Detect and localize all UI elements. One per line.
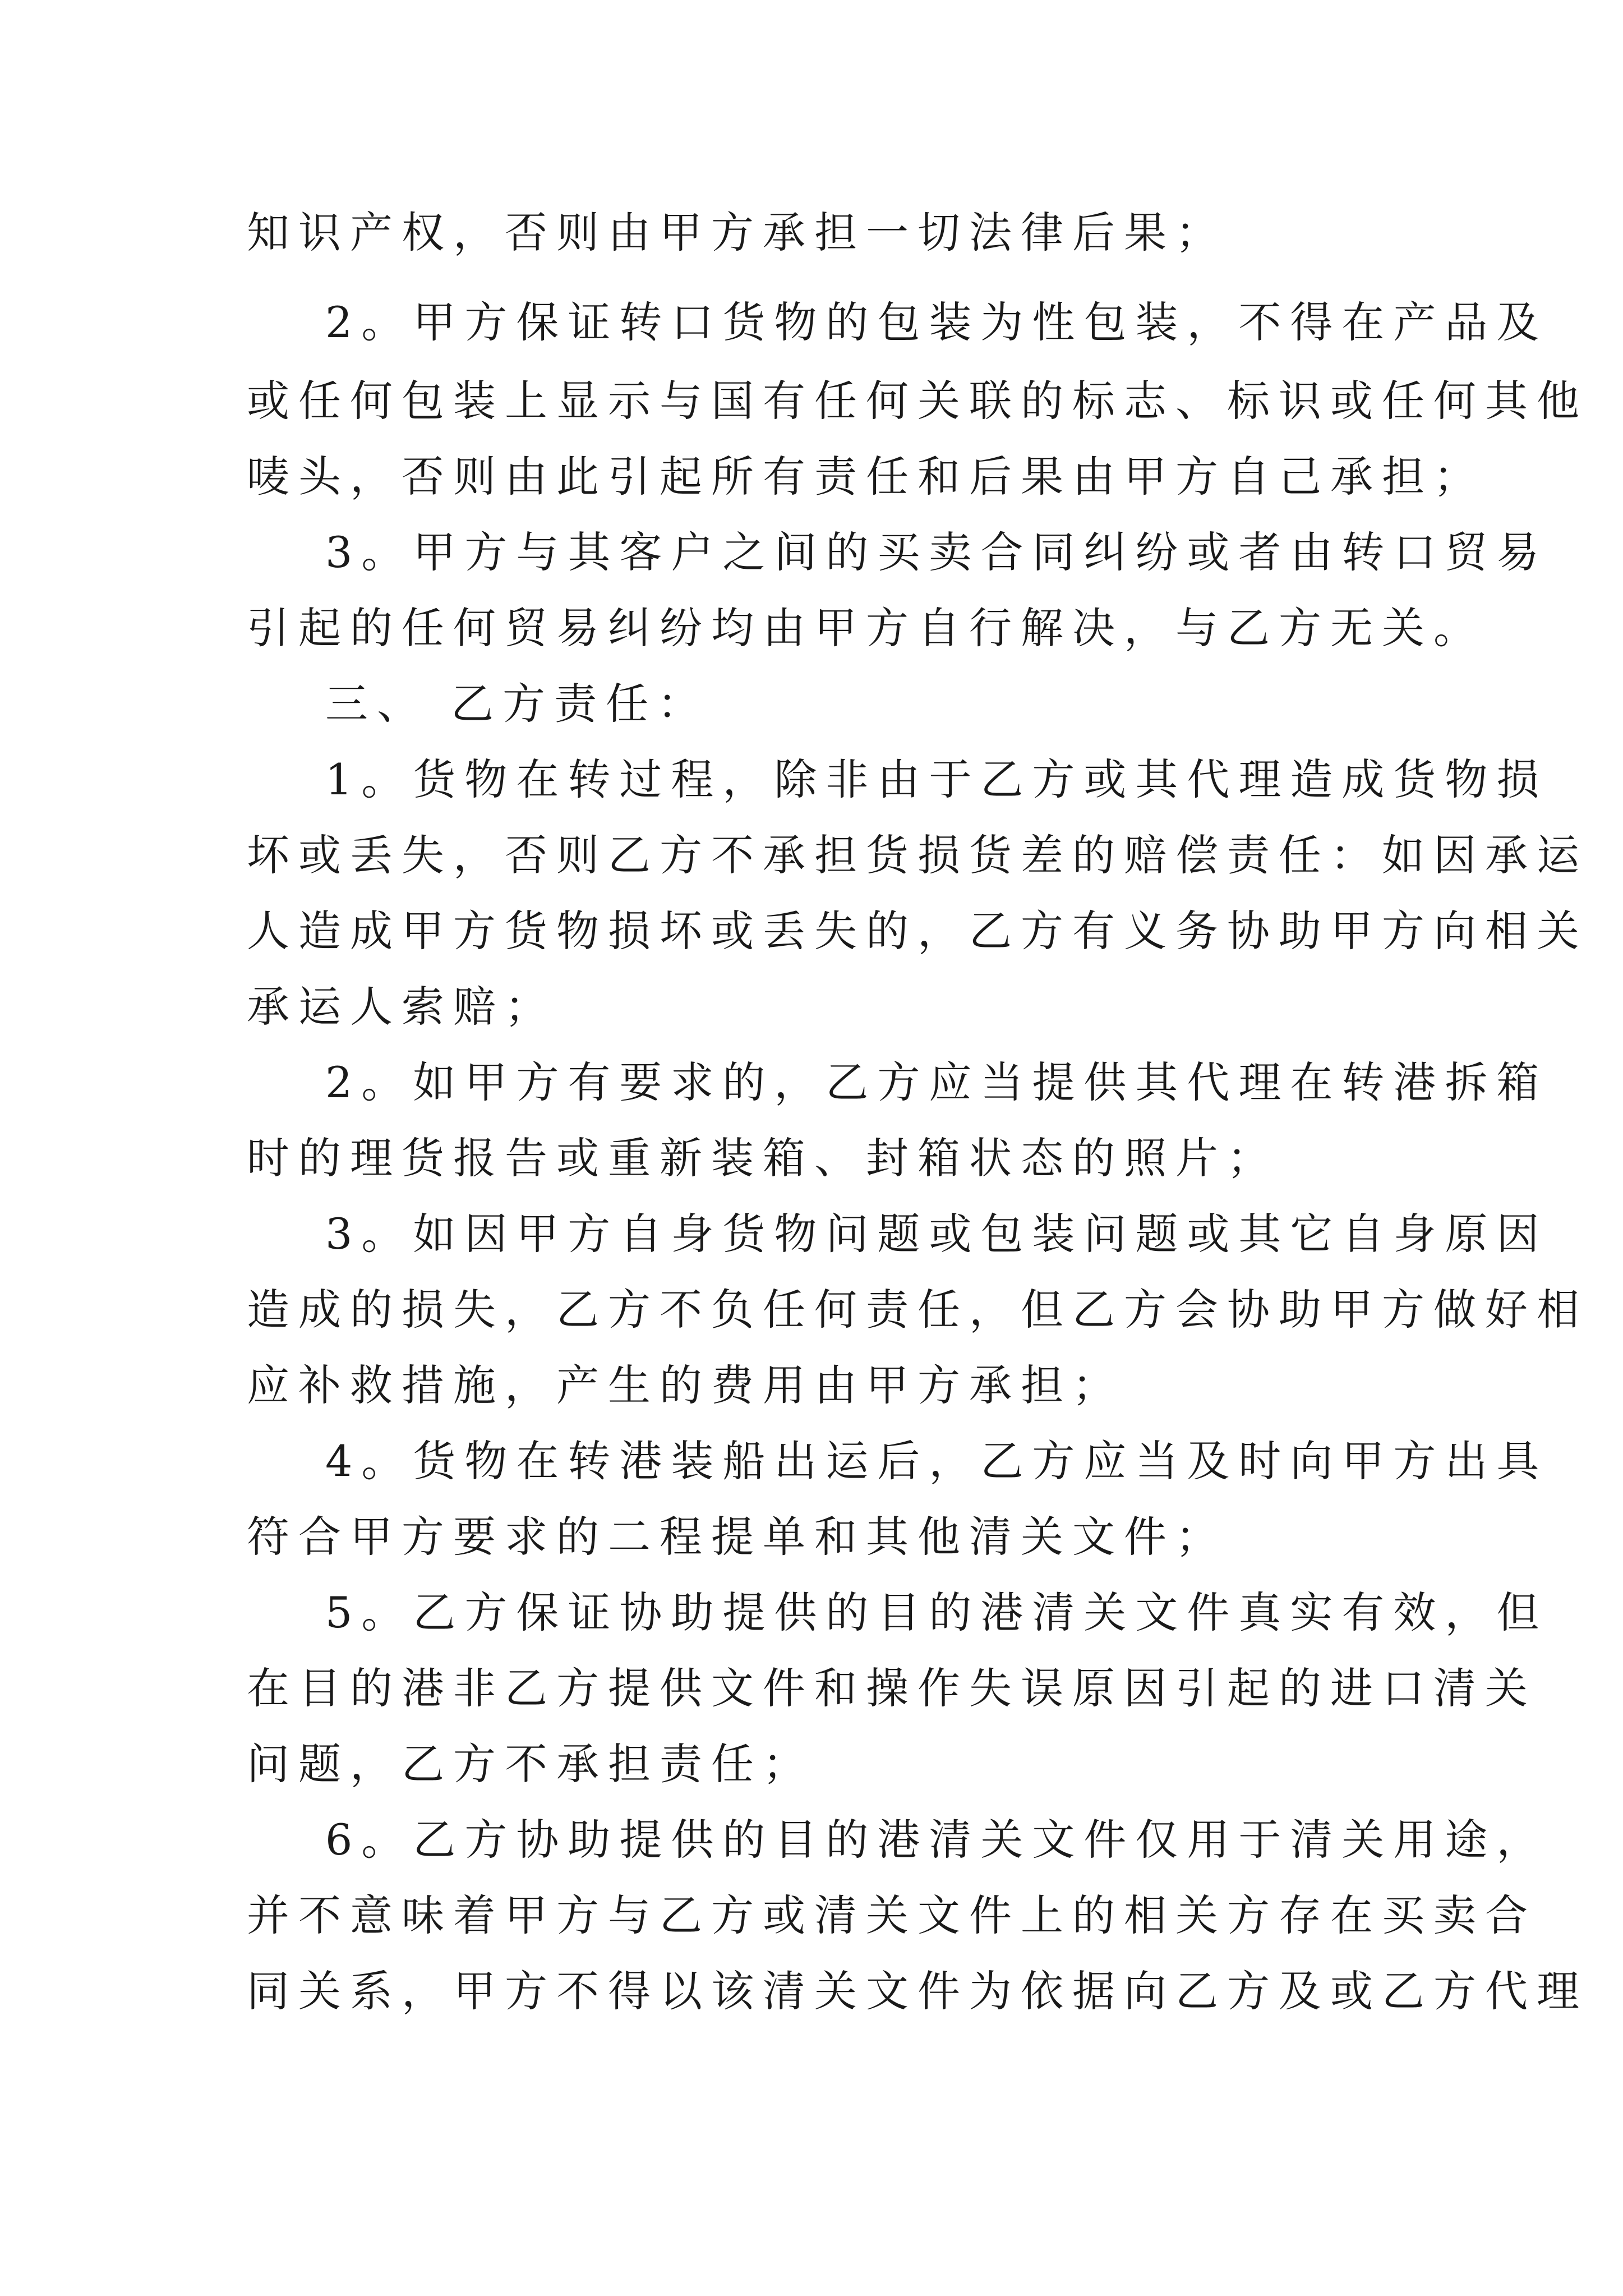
text-line-23: 并不意味着甲方与乙方或清关文件上的相关方存在买卖合: [247, 1890, 1537, 1940]
text-line-13: 时的理货报告或重新装箱、封箱状态的照片；: [247, 1133, 1279, 1183]
text-line-22: 6。乙方协助提供的目的港清关文件仅用于清关用途，: [325, 1815, 1548, 1865]
text-line-15: 造成的损失，乙方不负任何责任，但乙方会协助甲方做好相: [247, 1285, 1588, 1335]
text-line-8: 1。货物在转过程，除非由于乙方或其代理造成货物损: [325, 754, 1548, 804]
text-line-18: 符合甲方要求的二程提单和其他清关文件；: [247, 1512, 1227, 1562]
text-line-17: 4。货物在转港装船出运后，乙方应当及时向甲方出具: [325, 1436, 1548, 1486]
text-line-20: 在目的港非乙方提供文件和操作失误原因引起的进口清关: [247, 1663, 1537, 1713]
text-line-1: 知识产权，否则由甲方承担一切法律后果；: [247, 208, 1227, 257]
text-line-9: 坏或丢失，否则乙方不承担货损货差的赔偿责任：如因承运: [247, 830, 1588, 880]
text-line-4: 唛头，否则由此引起所有责任和后果由甲方自己承担；: [247, 452, 1485, 501]
text-line-10: 人造成甲方货物损坏或丢失的，乙方有义务协助甲方向相关: [247, 906, 1588, 956]
text-line-16: 应补救措施，产生的费用由甲方承担；: [247, 1360, 1124, 1410]
text-line-5: 3。甲方与其客户之间的买卖合同纠纷或者由转口贸易: [325, 527, 1548, 577]
text-line-11: 承运人索赔；: [247, 982, 556, 1032]
text-line-3: 或任何包装上显示与国有任何关联的标志、标识或任何其他: [247, 376, 1588, 426]
section-heading: 三、 乙方责任：: [325, 679, 709, 729]
text-line-12: 2。如甲方有要求的，乙方应当提供其代理在转港拆箱: [325, 1057, 1548, 1107]
text-line-21: 问题，乙方不承担责任；: [247, 1739, 814, 1789]
text-line-6: 引起的任何贸易纠纷均由甲方自行解决，与乙方无关。: [247, 603, 1485, 653]
text-line-24: 同关系，甲方不得以该清关文件为依据向乙方及或乙方代理: [247, 1966, 1588, 2016]
text-line-14: 3。如因甲方自身货物问题或包装问题或其它自身原因: [325, 1209, 1548, 1259]
text-line-19: 5。乙方保证协助提供的目的港清关文件真实有效，但: [325, 1588, 1548, 1637]
text-line-2: 2。甲方保证转口货物的包装为性包装，不得在产品及: [325, 297, 1548, 347]
